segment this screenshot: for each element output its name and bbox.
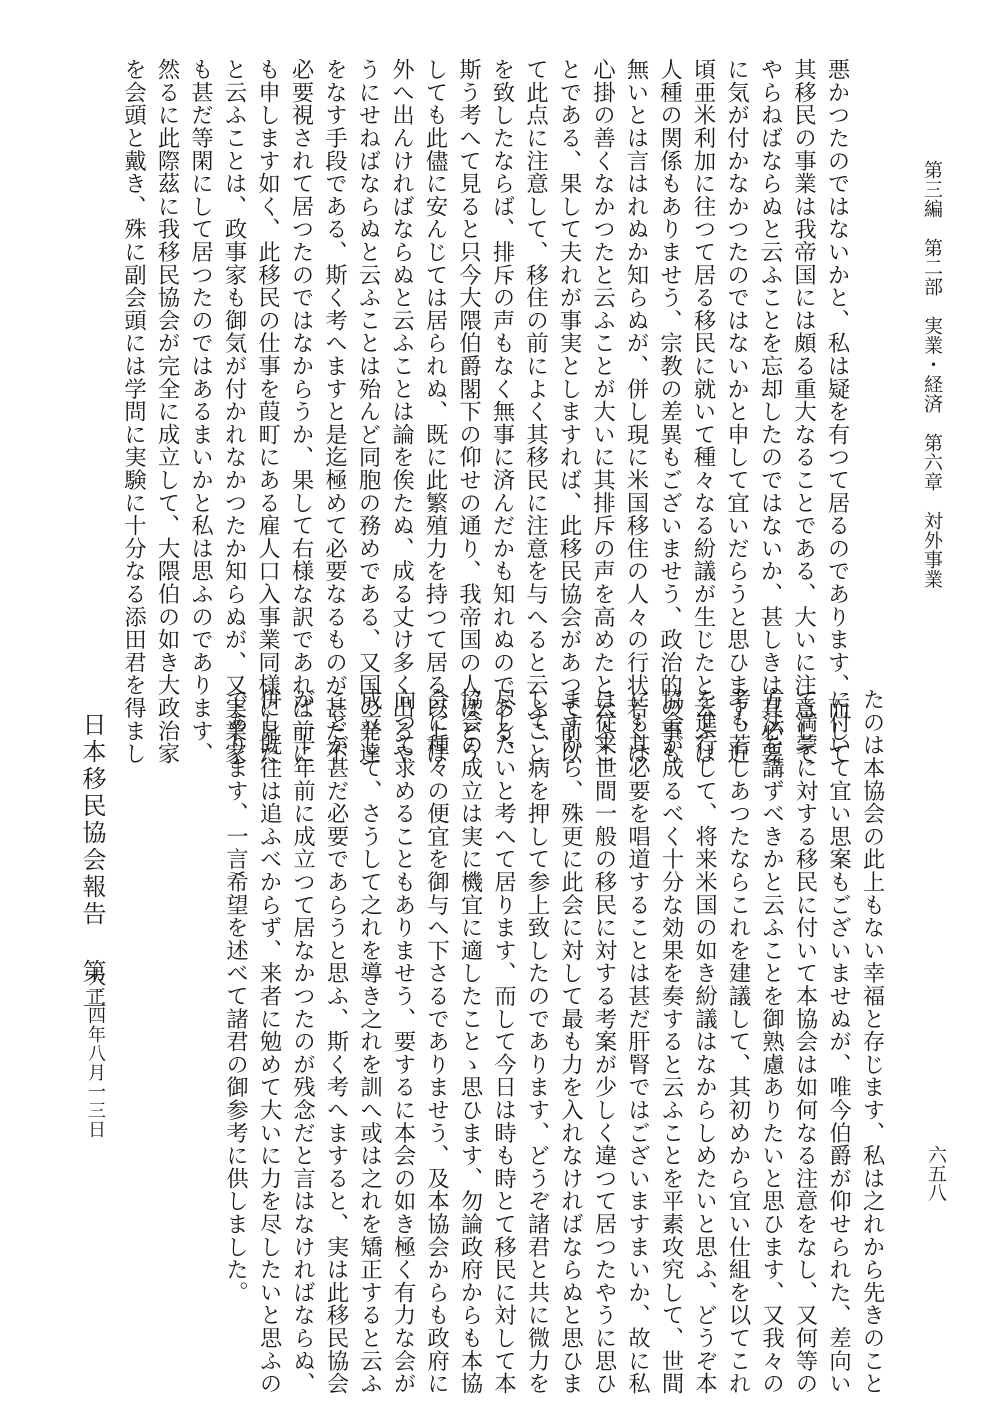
text-line: 心掛の善くなかつたと云ふことが大いに其排斥の声を高めたと云ふこ bbox=[589, 58, 616, 765]
text-line: 其移民の事業は我帝国には頗る重大なることである、大いに注意して bbox=[790, 58, 817, 765]
running-header: 第三編 第二部 実業・経済 第六章 対外事業 bbox=[921, 160, 943, 589]
upper-text-block bbox=[116, 58, 853, 765]
text-line: とである、果して夫れが事実としますれば、此移民協会があつて前以 bbox=[556, 58, 582, 765]
text-line: 協会の成立は実に機宜に適したことゝ思ひます、勿論政府からも本協 bbox=[457, 688, 483, 1395]
text-line: であります、一言希望を述べて諸君の御参考に供しました。 bbox=[222, 688, 249, 1304]
text-line: して、病を押して参上致したのであります、どうぞ諸君と共に微力を bbox=[524, 688, 550, 1395]
lower-text-block bbox=[218, 688, 888, 1395]
source-date: 大正四年八月一三日 bbox=[85, 968, 106, 1139]
text-line: 協会が成るべく十分な効果を奏すると云ふことを平素攻究して、世間 bbox=[658, 688, 684, 1395]
text-line: を進行して、将来米国の如き紛議はなからしめたいと思ふ、どうぞ本 bbox=[691, 688, 718, 1395]
text-line: 悪かつたのではないかと、私は疑を有つて居るのであります、而して bbox=[824, 58, 850, 765]
text-line: 会に種々の便宜を御与へ下さるでありませう、及本協会からも政府に bbox=[423, 688, 450, 1395]
text-line: 外へ出んければならぬと云ふことは論を俟たぬ、成る丈け多く出るや bbox=[388, 58, 415, 765]
text-line: に付いて宜い思案もございませぬが、唯今伯爵が仰せられた、差向い bbox=[825, 688, 852, 1395]
text-line: 然るに此際茲に我移民協会が完全に成立して、大隈伯の如き大政治家 bbox=[154, 58, 180, 765]
text-line: 頃亜米利加に往つて居る移民に就いて種々なる紛議が生じたと云ふは bbox=[690, 58, 716, 765]
text-line: 必要視されて居つたのではなからうか、果して右様な訳であれば前に bbox=[288, 58, 314, 765]
text-line: 成立して、さうして之れを導き之れを訓へ或は之れを矯正すると云ふ bbox=[356, 688, 383, 1395]
text-line: 尽したいと考へて居ります、而して今日は時も時とて移民に対して本 bbox=[490, 688, 517, 1395]
text-line: しても此儘に安んじては居られぬ、既に此繁殖力を持つて居る以上は bbox=[422, 58, 448, 765]
text-line: をなす手段である、斯く考へますと是迄極めて必要なるものが甚だ不 bbox=[321, 58, 348, 765]
text-line: ますから、殊更に此会に対して最も力を入れなければならぬと思ひま bbox=[557, 688, 584, 1395]
text-line: 併し既往は追ふべからず、来者に勉めて大いに力を尽したいと思ふの bbox=[256, 688, 282, 1395]
text-line: を会頭と戴き、殊に副会頭には学問に実験に十分なる添田君を得まし bbox=[120, 58, 147, 765]
text-line: は従来世間一般の移民に対する考案が少しく違つて居つたやうに思ひ bbox=[591, 688, 617, 1395]
text-line: 斯う考へて見ると只今大隈伯爵閣下の仰せの通り、我帝国の人はどう bbox=[455, 58, 482, 765]
text-line: ことが甚だ必要であらうと思ふ、斯く考へますると、実は此移民協会 bbox=[323, 688, 349, 1395]
text-line: にも其必要を唱道することは甚だ肝腎ではございますまいか、故に私 bbox=[624, 688, 651, 1395]
text-line: 人種の関係もありませう、宗教の差異もございませう、政治的の事も bbox=[656, 58, 683, 765]
text-line: と云ふことは、政事家も御気が付かれなかつたか知らぬが、又実業家 bbox=[221, 58, 247, 765]
text-line: も甚だ等閑にして居つたのではあるまいかと私は思ふのであります、 bbox=[187, 58, 214, 765]
text-line: も申します如く、此移民の仕事を葭町にある雇人口入事業同様に見た bbox=[254, 58, 281, 765]
text-line: 考も若しあつたならこれを建議して、其初めから宜い仕組を以てこれ bbox=[725, 688, 751, 1395]
text-line: たのは本協会の此上もない幸福と存じます、私は之れから先きのこと bbox=[859, 688, 885, 1395]
text-line: が二十年前に成立つて居なかつたのが残念だと言はなければならぬ、 bbox=[289, 688, 316, 1395]
text-line: に気が付かなかつたのではないかと申して宜いだらうと思ひます、近 bbox=[723, 58, 750, 765]
text-line: 無いとは言はれぬか知らぬが、併し現に米国移住の人々の行状若くは bbox=[623, 58, 649, 765]
text-line: 方法を講ずべきかと云ふことを御熟慮ありたいと思ひます、又我々の bbox=[758, 688, 785, 1395]
page-number: 六五八 bbox=[925, 1145, 947, 1202]
text-line: 向つて求めることもありませう、要するに本会の如き極く有力な会が bbox=[390, 688, 416, 1395]
text-line: て満蒙に対する移民に付いて本協会は如何なる注意をなし、又何等の bbox=[792, 688, 818, 1395]
text-line: を致したならば、排斥の声もなく無事に済んだかも知れぬのである、 bbox=[489, 58, 515, 765]
text-line: やらねばならぬと云ふことを忘却したのではないか、甚しきは其必要 bbox=[757, 58, 783, 765]
source-title: 日本移民協会報告 第二 bbox=[78, 712, 106, 1013]
text-line: て此点に注意して、移住の前によく其移民に注意を与へると云ふこと bbox=[522, 58, 549, 765]
text-line: うにせねばならぬと云ふことは殆んど同胞の務めである、又国の発達 bbox=[355, 58, 381, 765]
